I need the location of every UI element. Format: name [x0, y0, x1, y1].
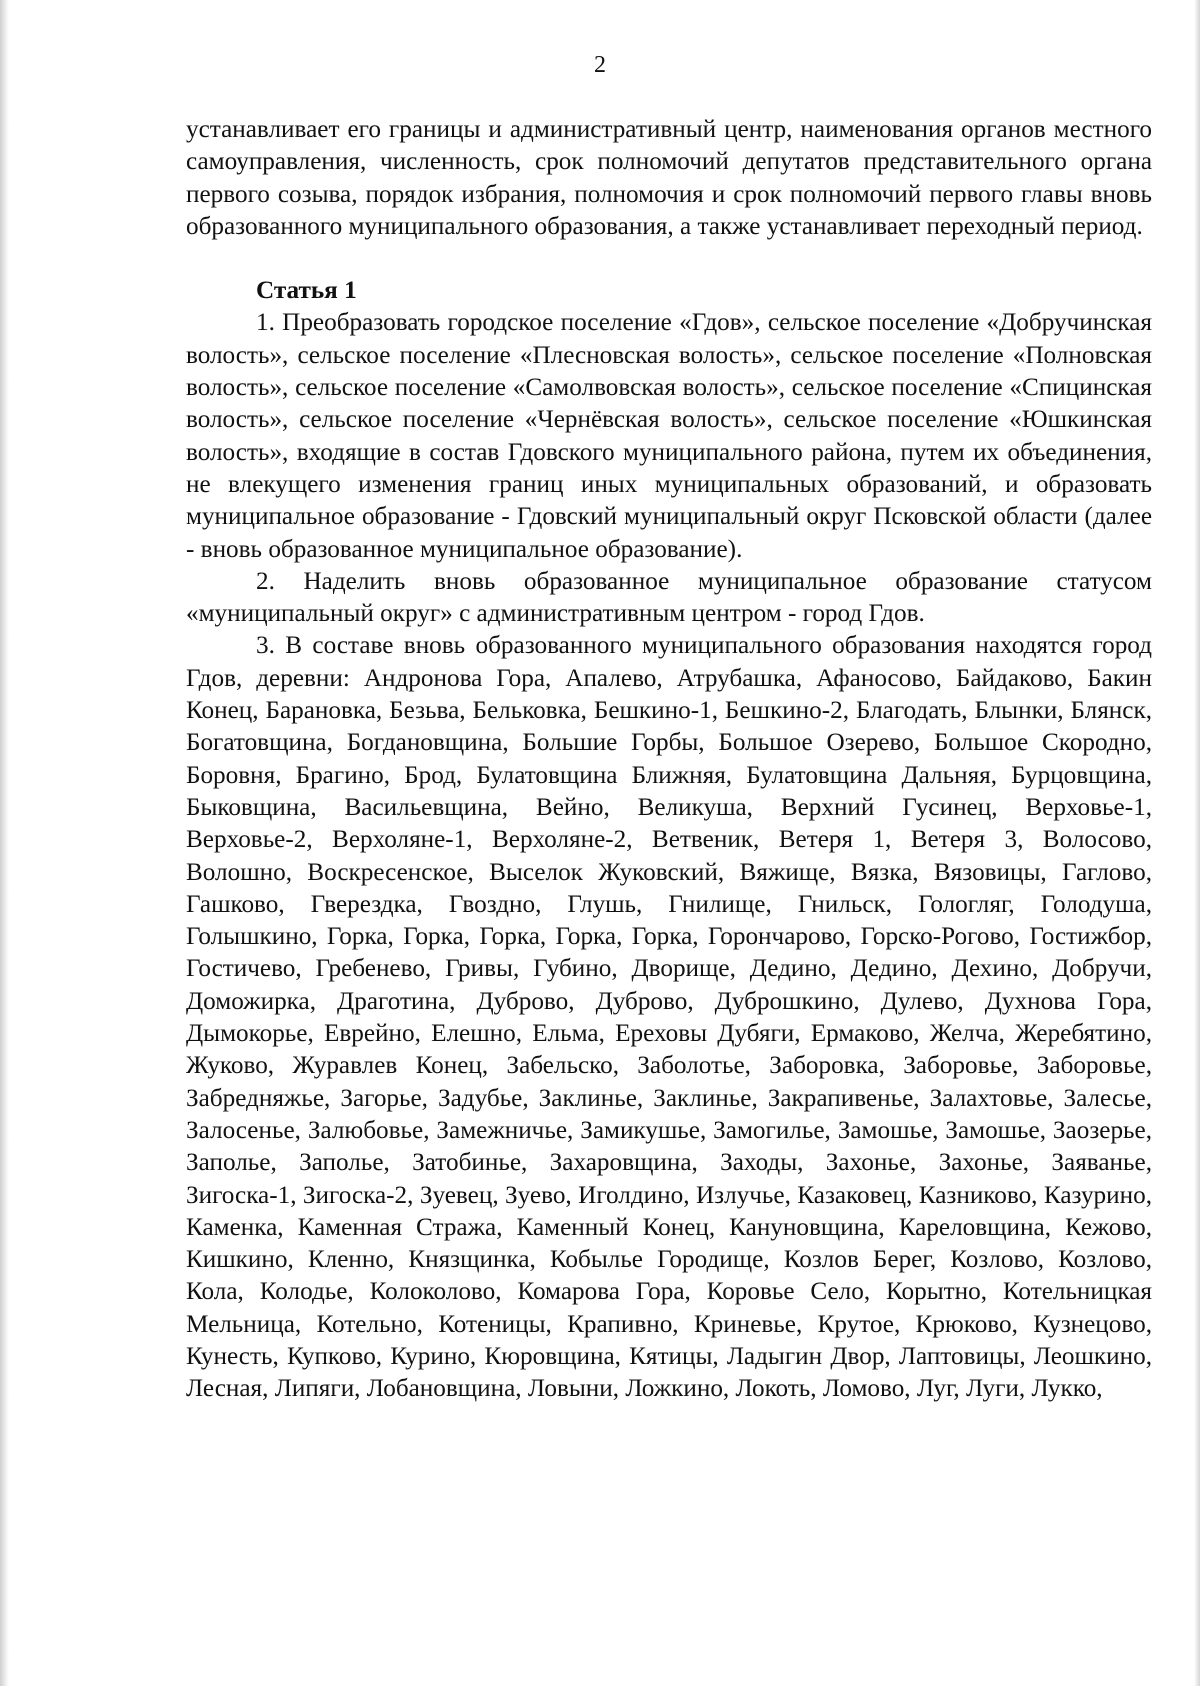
article-paragraph-3: 3. В составе вновь образованного муниципального образования находятся город Гдов, деревни: Андронова Гора, Апалево, Атрубашка, Афаносово, Байдаково, Бакин Конец, Барановка, Безьва, Бельковка, Бешкино-1, Бешкино-2, Благодать, Блынки, Блянск, Богатовщина, Богдановщина, Большие Горбы, Большое Озерево, Большое Скородно, Боровня, Брагино, Брод, Булатовщина Ближняя, Булатовщина Дальняя, Бурцовщина, Быковщина, Васильевщина, Вейно, Великуша, Верхний Гусинец, Верховье-1, Верховье-2, Верхоляне-1, Верхоляне-2, Ветвеник, Ветеря 1, Ветеря 3, Волосово, Волошно, Воскресенское, Выселок Жуковский, Вяжище, Вязка, Вязовицы, Гаглово, Гашково, Гверездка, Гвоздно, Глушь, Гнилище, Гнильск, Гологляг, Голодуша, Голышкино, Горка, Горка, Горка, Горка, Горка, Горончарово, Горско-Рогово, Гостижбор, Гостичево, Гребенево, Гривы, Губино, Дворище, Дедино, Дедино, Дехино, Добручи, Доможирка, Драготина, Дуброво, Дуброво, Дуброшкино, Дулево, Духнова Гора, Дымокорье, Еврейно, Елешно, Ельма, Ереховы Дубяги, Ермаково, Желча, Жеребятино, Жуково, Журавлев Конец, Забельско, Заболотье, Заборовка, Заборовье, Заборовье, Забредняжье, Загорье, Задубье, Заклинье, Заклинье, Закрапивенье, Залахтовье, Залесье, Залосенье, Залюбовье, Замежничье, Замикушье, Замогилье, Замошье, Замошье, Заозерье, Заполье, Заполье, Затобинье, Захаровщина, Заходы, Захонье, Захонье, Заяванье, Зигоска-1, Зигоска-2, Зуевец, Зуево, Иголдино, Излучье, Казаковец, Казниково, Казурино, Каменка, Каменная Стража, Каменный Конец, Кануновщина, Кареловщина, Кежово, Кишкино, Кленно, Князщинка, Кобылье Городище, Козлов Берег, Козлово, Козлово, Кола, Колодье, Колоколово, Комарова Гора, Коровье Село, Корытно, Котельницкая Мельница, Котельно, Котеницы, Крапивно, Криневье, Крутое, Крюково, Кузнецово, Кунесть, Купково, Курино, Кюровщина, Кятицы, Ладыгин Двор, Лаптовицы, Леошкино, Лесная, Липяги, Лобановщина, Ловыни, Ложкино, Локоть, Ломово, Луг, Луги, Лукко, [186, 632, 1152, 1403]
article-paragraph-1: 1. Преобразовать городское поселение «Гдов», сельское поселение «Добручинская волость», сельское поселение «Плесновская волость», сельское поселение «Полновская волость», сельское поселение «Самолвовская волость», сельское поселение «Спицинская волость», сельское поселение «Чернёвская волость», сельское поселение «Юшкинская волость», входящие в состав Гдовского муниципального района, путем их объединения, не влекущего изменения границ иных муниципальных образований, и образовать муниципальное образование - Гдовский муниципальный округ Псковской области (далее - вновь образованное муниципальное образование). [186, 309, 1152, 563]
article-paragraph-2: 2. Наделить вновь образованное муниципальное образование статусом «муниципальный округ» с административным центром - город Гдов. [186, 567, 1152, 628]
intro-paragraph: устанавливает его границы и административный центр, наименования органов местного самоуправления, численность, срок полномочий депутатов представительного органа первого созыва, порядок избрания, полномочия и срок полномочий первого главы вновь образованного муниципального образования, а также устанавливает переходный период. [186, 116, 1152, 240]
page-number: 2 [594, 52, 606, 78]
article-title: Статья 1 [256, 277, 357, 305]
scan-edge-left [0, 0, 9, 1686]
document-body [186, 114, 1152, 1406]
scan-edge-right [1194, 0, 1200, 1686]
